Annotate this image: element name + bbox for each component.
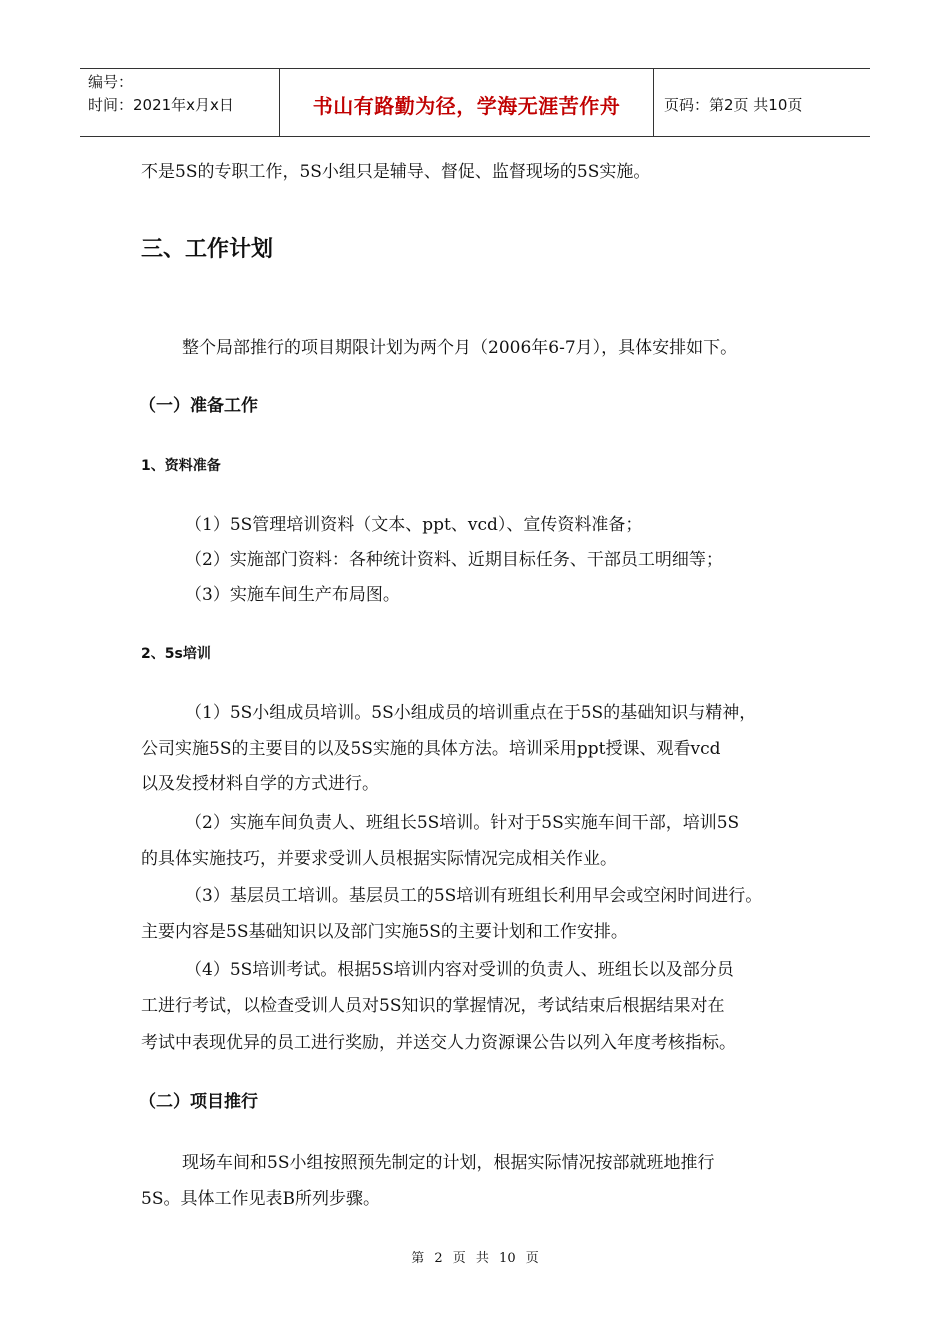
- header-meta: [80, 69, 280, 136]
- page-footer: 第 2 页 共 10 页: [411, 1251, 539, 1266]
- item-title-materials: 1、资料准备: [141, 458, 221, 474]
- number-label: 编号：: [88, 73, 134, 91]
- rollout-line: 现场车间和5S小组按照预先制定的计划，根据实际情况按部就班地推行: [182, 1153, 715, 1173]
- date-label: 时间：2021年x月x日: [88, 96, 234, 114]
- training-line: 的具体实施技巧，并要求受训人员根据实际情况完成相关作业。: [141, 849, 617, 869]
- training-line: （1）5S小组成员培训。5S小组成员的培训重点在于5S的基础知识与精神，: [185, 703, 757, 723]
- plan-summary: 整个局部推行的项目期限计划为两个月（2006年6-7月），具体安排如下。: [182, 338, 738, 358]
- training-line: 工进行考试，以检查受训人员对5S知识的掌握情况，考试结束后根据结果对在: [141, 996, 725, 1016]
- item-title-training: 2、5s培训: [141, 646, 211, 662]
- materials-line: （3）实施车间生产布局图。: [185, 585, 400, 605]
- training-line: 考试中表现优异的员工进行奖励，并送交人力资源课公告以列入年度考核指标。: [141, 1033, 736, 1053]
- training-line: 公司实施5S的主要目的以及5S实施的具体方法。培训采用ppt授课、观看vcd: [141, 739, 721, 759]
- subsection-title-prep: （一）准备工作: [139, 396, 258, 416]
- header-page-info: 页码：第2页 共10页: [664, 96, 803, 114]
- section-title: 三、工作计划: [141, 237, 274, 262]
- intro-line: 不是5S的专职工作，5S小组只是辅导、督促、监督现场的5S实施。: [141, 162, 651, 182]
- materials-line: （2）实施部门资料：各种统计资料、近期目标任务、干部员工明细等；: [185, 550, 723, 570]
- training-line: 以及发授材料自学的方式进行。: [141, 774, 379, 794]
- training-line: （4）5S培训考试。根据5S培训内容对受训的负责人、班组长以及部分员: [185, 960, 734, 980]
- training-line: （3）基层员工培训。基层员工的5S培训有班组长利用早会或空闲时间进行。: [185, 886, 763, 906]
- page-header: [80, 68, 870, 137]
- subsection-title-rollout: （二）项目推行: [139, 1092, 258, 1112]
- materials-line: （1）5S管理培训资料（文本、ppt、vcd）、宣传资料准备；: [185, 515, 643, 535]
- training-line: （2）实施车间负责人、班组长5S培训。针对于5S实施车间干部，培训5S: [185, 813, 740, 833]
- rollout-line: 5S。具体工作见表B所列步骤。: [141, 1189, 380, 1209]
- training-line: 主要内容是5S基础知识以及部门实施5S的主要计划和工作安排。: [141, 922, 628, 942]
- header-motto: 书山有路勤为径，学海无涯苦作舟: [280, 69, 654, 136]
